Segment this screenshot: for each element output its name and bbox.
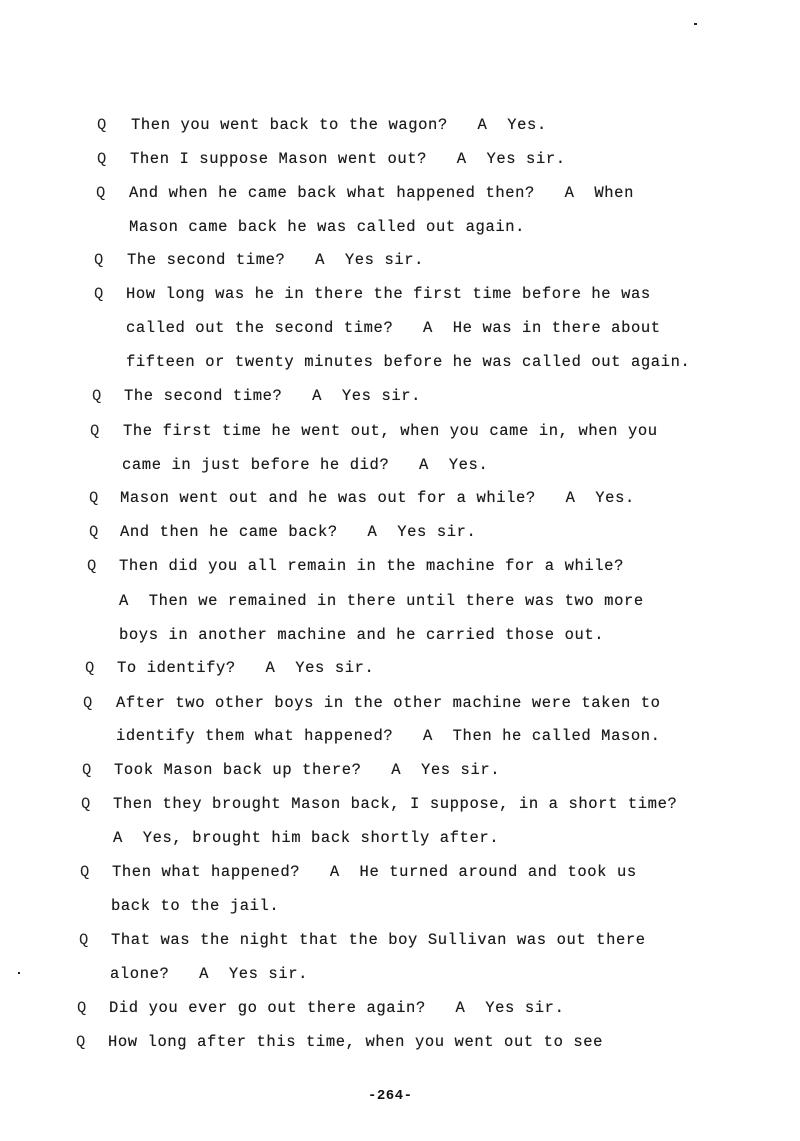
transcript-line: Then what happened? A He turned around and took us: [112, 863, 637, 881]
transcript-line: Then they brought Mason back, I suppose, in a short time?: [113, 795, 678, 813]
question-marker: Q: [83, 694, 93, 712]
transcript-continuation-line: alone? A Yes sir.: [110, 965, 309, 983]
question-marker: Q: [89, 489, 99, 507]
transcript-line: The second time? A Yes sir.: [124, 387, 422, 405]
transcript-line: After two other boys in the other machine were taken to: [116, 694, 661, 712]
transcript-continuation-line: came in just before he did? A Yes.: [122, 456, 489, 474]
transcript-line: And then he came back? A Yes sir.: [120, 523, 477, 541]
transcript-line: That was the night that the boy Sullivan was out there: [111, 931, 646, 949]
question-marker: Q: [79, 931, 89, 949]
transcript-line: To identify? A Yes sir.: [117, 659, 375, 677]
transcript-continuation-line: A Yes, brought him back shortly after.: [113, 829, 500, 847]
transcript-line: Did you ever go out there again? A Yes sir.: [109, 999, 565, 1017]
question-marker: Q: [94, 251, 104, 269]
page-number: -264-: [368, 1088, 413, 1104]
transcript-line: How long after this time, when you went out to see: [108, 1033, 604, 1051]
question-marker: Q: [96, 184, 106, 202]
transcript-continuation-line: back to the jail.: [111, 897, 280, 915]
transcript-line: And when he came back what happened then? A When: [129, 184, 634, 202]
transcript-line: Then you went back to the wagon? A Yes.: [131, 116, 547, 134]
question-marker: Q: [77, 999, 87, 1017]
transcript-continuation-line: called out the second time? A He was in there about: [126, 319, 661, 337]
transcript-line: Then I suppose Mason went out? A Yes sir.: [130, 150, 566, 168]
transcript-line: Then did you all remain in the machine for a while?: [119, 557, 624, 575]
transcript-continuation-line: identify them what happened? A Then he called Mason.: [116, 727, 661, 745]
transcript-continuation-line: Mason came back he was called out again.: [129, 218, 526, 236]
question-marker: Q: [81, 795, 91, 813]
transcript-line: The second time? A Yes sir.: [127, 251, 425, 269]
question-marker: Q: [87, 557, 97, 575]
question-marker: Q: [82, 761, 92, 779]
scan-speck: [694, 23, 697, 25]
question-marker: Q: [89, 523, 99, 541]
transcript-continuation-line: fifteen or twenty minutes before he was called out again.: [126, 353, 691, 371]
transcript-line: The first time he went out, when you came in, when you: [123, 422, 658, 440]
question-marker: Q: [94, 285, 104, 303]
question-marker: Q: [85, 659, 95, 677]
question-marker: Q: [97, 150, 107, 168]
transcript-line: Mason went out and he was out for a while? A Yes.: [120, 489, 635, 507]
question-marker: Q: [90, 422, 100, 440]
question-marker: Q: [92, 387, 102, 405]
transcript-line: Took Mason back up there? A Yes sir.: [114, 761, 501, 779]
transcript-continuation-line: A Then we remained in there until there was two more: [119, 592, 644, 610]
transcript-line: How long was he in there the first time before he was: [126, 285, 651, 303]
question-marker: Q: [97, 116, 107, 134]
question-marker: Q: [76, 1033, 86, 1051]
transcript-continuation-line: boys in another machine and he carried those out.: [119, 626, 605, 644]
scan-speck: [18, 972, 20, 974]
question-marker: Q: [80, 863, 90, 881]
